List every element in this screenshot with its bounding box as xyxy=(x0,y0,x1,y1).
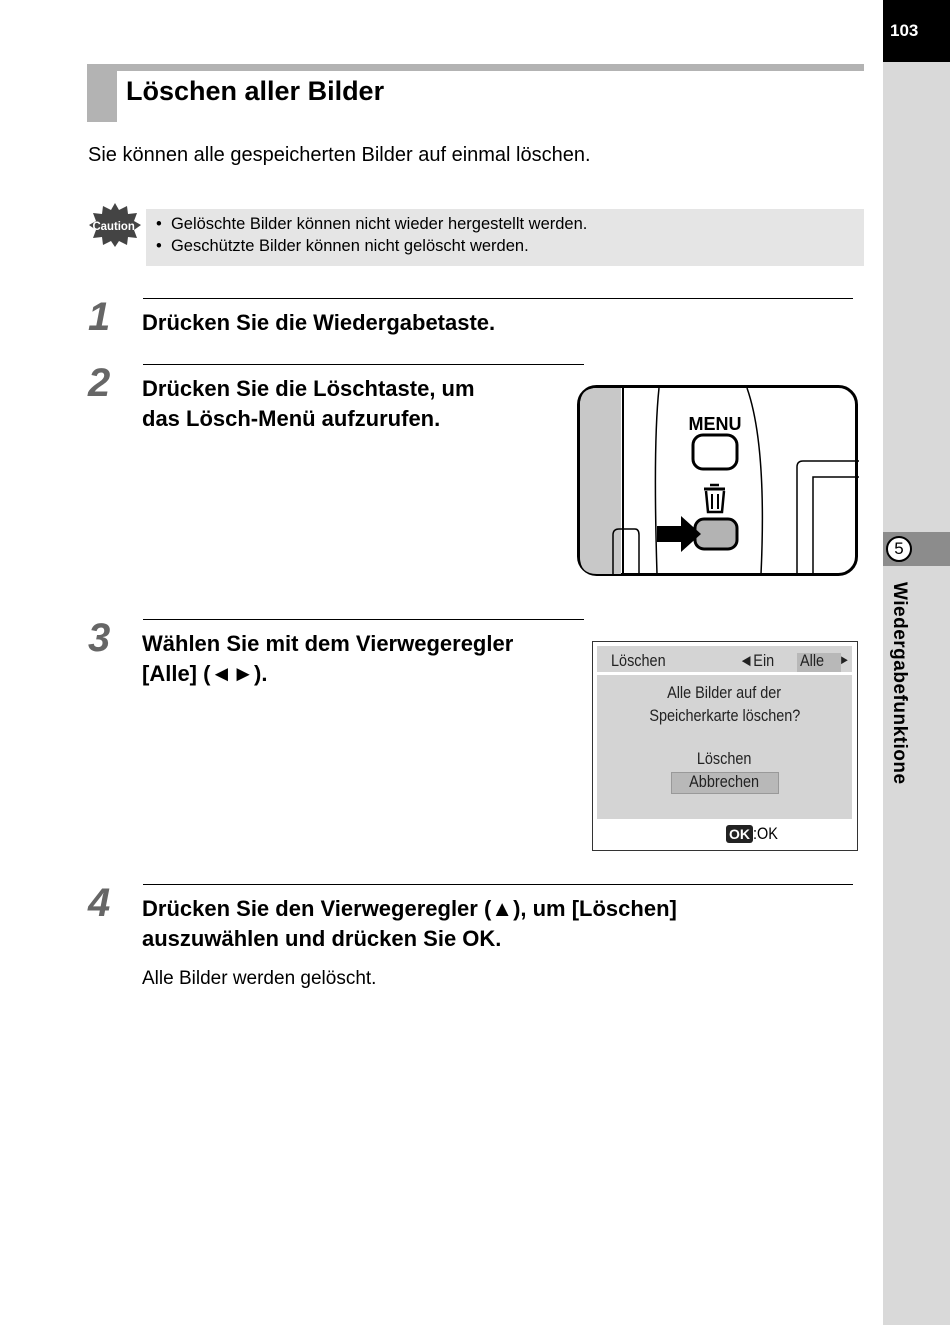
lcd-ok-hint xyxy=(726,824,782,844)
step-number: 1 xyxy=(88,295,111,339)
step-4-note: Alle Bilder werden gelöscht. xyxy=(142,968,377,989)
caution-item: • Geschützte Bilder können nicht gelöscht werden. xyxy=(156,237,529,255)
lcd-screen xyxy=(592,641,858,851)
camera-illustration xyxy=(577,385,859,577)
step-2-text: Drücken Sie die Löschtaste, um das Lösch-Menü aufzurufen. xyxy=(142,376,475,431)
step-4-text: Drücken Sie den Vierwegeregler (▲), um [Löschen] auszuwählen und drücken Sie OK. xyxy=(142,896,677,951)
chapter-title: Wiedergabefunktione xyxy=(889,582,910,785)
menu-button-label: MENU xyxy=(688,414,742,434)
lcd-question-line2: Speicherkarte löschen? xyxy=(648,706,801,725)
chapter-number: 5 xyxy=(886,536,912,562)
step-divider xyxy=(143,619,584,620)
step-divider xyxy=(143,364,584,365)
lcd-option-alle: Alle xyxy=(800,651,825,670)
lcd-ok-label: :OK xyxy=(753,824,778,843)
lcd-option-ein: ◄Ein xyxy=(739,651,775,670)
lcd-menu-title: Löschen xyxy=(611,651,666,670)
lcd-question-line1: Alle Bilder auf der xyxy=(667,683,782,702)
title-accent-top xyxy=(117,64,864,71)
caution-icon xyxy=(88,201,142,247)
caution-icon-label: Caution xyxy=(92,219,135,234)
menu-button xyxy=(693,435,737,469)
caution-item: • Gelöschte Bilder können nicht wieder hergestellt werden. xyxy=(156,215,588,233)
step-number: 2 xyxy=(88,361,111,405)
step-3-text: Wählen Sie mit dem Vierwegeregler [Alle] (◄►). xyxy=(142,631,514,686)
intro-text: Sie können alle gespeicherten Bilder auf einmal löschen. xyxy=(88,144,591,166)
page-number: 103 xyxy=(883,0,950,62)
caution-box xyxy=(146,209,864,266)
step-1-text: Drücken Sie die Wiedergabetaste. xyxy=(142,310,496,335)
delete-button xyxy=(695,519,737,549)
lcd-separator xyxy=(597,672,852,675)
lcd-footer xyxy=(597,819,852,847)
lcd-arrow-right-icon: ► xyxy=(839,652,850,667)
step-number: 4 xyxy=(88,881,111,925)
step-number: 3 xyxy=(88,616,111,660)
step-divider xyxy=(143,884,853,885)
page-title: Löschen aller Bilder xyxy=(126,76,385,106)
title-accent-left xyxy=(87,64,117,122)
lcd-choice-cancel: Abbrechen xyxy=(689,772,760,791)
step-divider xyxy=(143,298,853,299)
lcd-choice-delete: Löschen xyxy=(697,749,752,768)
ok-button-icon: OK xyxy=(726,825,753,843)
lcd-header xyxy=(597,646,852,672)
